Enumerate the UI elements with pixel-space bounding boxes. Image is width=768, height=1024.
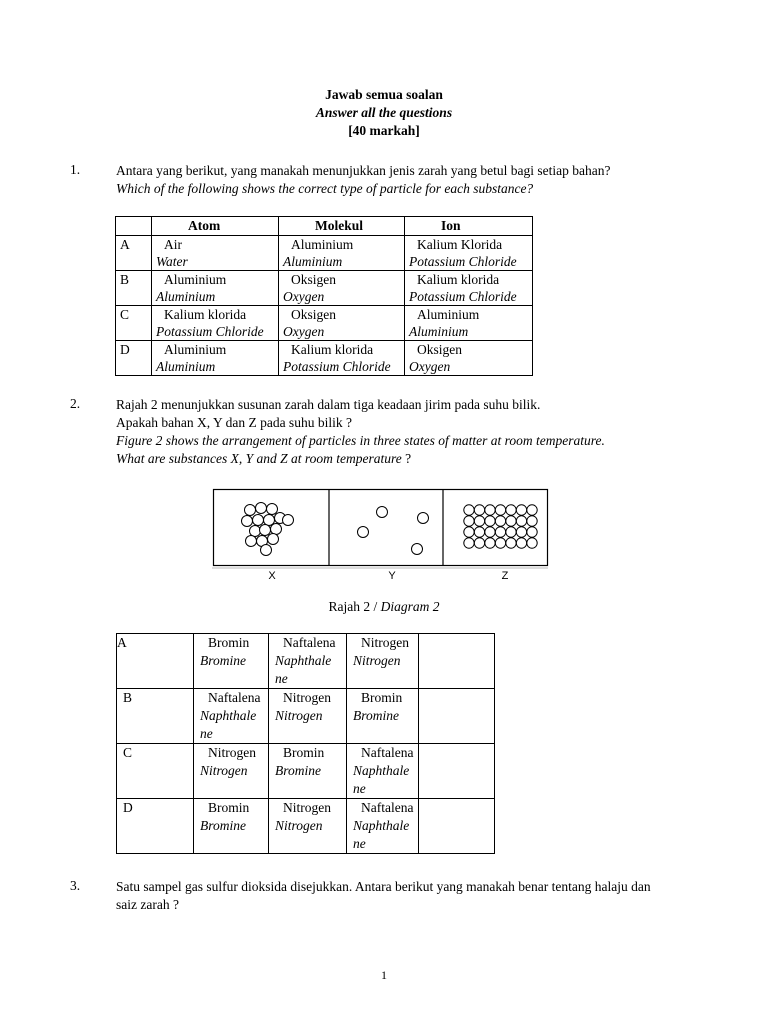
q1-cell: Oksigen Oxygen <box>405 341 533 376</box>
q3-text-line2: saiz zarah ? <box>116 897 179 912</box>
q2-cell: Bromin Bromine <box>269 744 347 799</box>
particle <box>260 525 271 536</box>
q2-cell: Naftalena Naphthale ne <box>194 689 269 744</box>
particle <box>264 515 275 526</box>
q2-cell: Nitrogen Nitrogen <box>269 689 347 744</box>
q1-text-ms: Antara yang berikut, yang manakah menunjukkan jenis zarah yang betul bagi setiap bahan? <box>116 163 611 178</box>
q1-number: 1. <box>70 162 81 177</box>
q1-cell: Aluminium Aluminium <box>152 341 279 376</box>
header-title-en: Answer all the questions <box>315 105 453 120</box>
q1-cell: Aluminium Aluminium <box>405 306 533 341</box>
particle <box>412 544 423 555</box>
label-y: Y <box>388 570 396 582</box>
q1-row-label: B <box>116 271 152 306</box>
q1-header-blank <box>116 217 152 236</box>
q2-cell: Nitrogen Nitrogen <box>194 744 269 799</box>
q2-empty-cell <box>419 634 495 689</box>
particle <box>527 538 537 548</box>
q1-cell: Oksigen Oxygen <box>279 306 405 341</box>
header-marks: [40 markah] <box>348 123 420 138</box>
q2-text-line2: Apakah bahan X, Y dan Z pada suhu bilik ? <box>116 415 352 430</box>
q1-header-ion: Ion <box>405 217 533 236</box>
q2-cell: Naftalena Naphthale ne <box>269 634 347 689</box>
particle <box>261 545 272 556</box>
q2-cell: Naftalena Naphthale ne <box>347 799 419 854</box>
particle <box>495 538 505 548</box>
particle <box>516 538 526 548</box>
particle <box>485 538 495 548</box>
particle <box>283 515 294 526</box>
q1-cell: Kalium Klorida Potassium Chloride <box>405 236 533 271</box>
particle <box>495 505 505 515</box>
particle <box>464 527 474 537</box>
particle <box>464 516 474 526</box>
particle <box>242 516 253 527</box>
q2-row-label: C <box>117 744 194 799</box>
q1-cell: Kalium klorida Potassium Chloride <box>405 271 533 306</box>
particle <box>474 527 484 537</box>
q2-cell: Bromin Bromine <box>194 634 269 689</box>
header-title-ms: Jawab semua soalan <box>325 87 443 102</box>
q2-text-line1: Rajah 2 menunjukkan susunan zarah dalam tiga keadaan jirim pada suhu bilik. <box>116 397 541 412</box>
q1-text-en: Which of the following shows the correct type of particle for each substance? <box>116 181 534 196</box>
label-x: X <box>268 570 276 582</box>
particle <box>256 503 267 514</box>
particle <box>474 538 484 548</box>
q2-row-label: D <box>117 799 194 854</box>
q2-empty-cell <box>419 799 495 854</box>
q1-cell: Oksigen Oxygen <box>279 271 405 306</box>
q2-cell: Nitrogen Nitrogen <box>347 634 419 689</box>
q2-empty-cell <box>419 744 495 799</box>
particle <box>253 515 264 526</box>
q1-cell: Air Water <box>152 236 279 271</box>
particle <box>474 505 484 515</box>
particle <box>271 524 282 535</box>
q1-row-b <box>116 271 533 306</box>
y-gas-particles <box>358 507 429 555</box>
particle <box>358 527 369 538</box>
particle <box>516 516 526 526</box>
q1-cell: Aluminium Aluminium <box>152 271 279 306</box>
q1-row-c <box>116 306 533 341</box>
particle <box>516 505 526 515</box>
x-liquid-particles <box>242 503 294 556</box>
particle <box>474 516 484 526</box>
q2-row-d <box>117 799 495 854</box>
q1-row-label: A <box>116 236 152 271</box>
q2-row-a <box>117 634 495 689</box>
diagram-caption: Rajah 2 / Diagram 2 <box>328 599 440 614</box>
q3-text-line1: Satu sampel gas sulfur dioksida disejukkan. Antara berikut yang manakah benar tentang halaju dan <box>116 879 651 894</box>
particle <box>527 505 537 515</box>
q1-header-atom: Atom <box>152 217 279 236</box>
particle <box>245 505 256 516</box>
particle <box>268 534 279 545</box>
states-of-matter-diagram <box>212 488 552 584</box>
q2-row-label: A <box>117 634 194 689</box>
particle <box>495 527 505 537</box>
q1-options-table <box>115 216 533 376</box>
particle <box>250 526 261 537</box>
particle <box>485 505 495 515</box>
particle <box>246 536 257 547</box>
q2-number: 2. <box>70 396 81 411</box>
particle <box>495 516 505 526</box>
particle <box>506 516 516 526</box>
particle <box>418 513 429 524</box>
q2-cell: Bromin Bromine <box>347 689 419 744</box>
particle <box>464 538 474 548</box>
label-z: Z <box>501 570 509 582</box>
q2-cell: Bromin Bromine <box>194 799 269 854</box>
q1-cell: Kalium klorida Potassium Chloride <box>279 341 405 376</box>
particle <box>377 507 388 518</box>
q1-row-label: D <box>116 341 152 376</box>
particle <box>464 505 474 515</box>
particle <box>516 527 526 537</box>
q2-empty-cell <box>419 689 495 744</box>
q2-row-b <box>117 689 495 744</box>
particle <box>506 527 516 537</box>
q2-row-c <box>117 744 495 799</box>
particle <box>485 516 495 526</box>
q3-number: 3. <box>70 878 81 893</box>
particle <box>527 516 537 526</box>
q1-cell: Aluminium Aluminium <box>279 236 405 271</box>
q1-header-row <box>116 217 533 236</box>
particle <box>485 527 495 537</box>
q2-cell: Naftalena Naphthale ne <box>347 744 419 799</box>
particle <box>506 538 516 548</box>
q2-cell: Nitrogen Nitrogen <box>269 799 347 854</box>
q1-cell: Kalium klorida Potassium Chloride <box>152 306 279 341</box>
q2-options-table <box>116 633 495 854</box>
z-solid-particles <box>464 505 537 548</box>
q1-row-a <box>116 236 533 271</box>
particle <box>527 527 537 537</box>
q2-text-line3: Figure 2 shows the arrangement of particles in three states of matter at room temperature. <box>116 433 605 448</box>
q2-text-line4: What are substances X, Y and Z at room temperature ? <box>116 451 412 466</box>
q1-row-label: C <box>116 306 152 341</box>
particle <box>267 504 278 515</box>
particle <box>506 505 516 515</box>
q1-row-d <box>116 341 533 376</box>
q2-row-label: B <box>117 689 194 744</box>
page-number: 1 <box>381 968 387 982</box>
q1-header-molekul: Molekul <box>279 217 405 236</box>
